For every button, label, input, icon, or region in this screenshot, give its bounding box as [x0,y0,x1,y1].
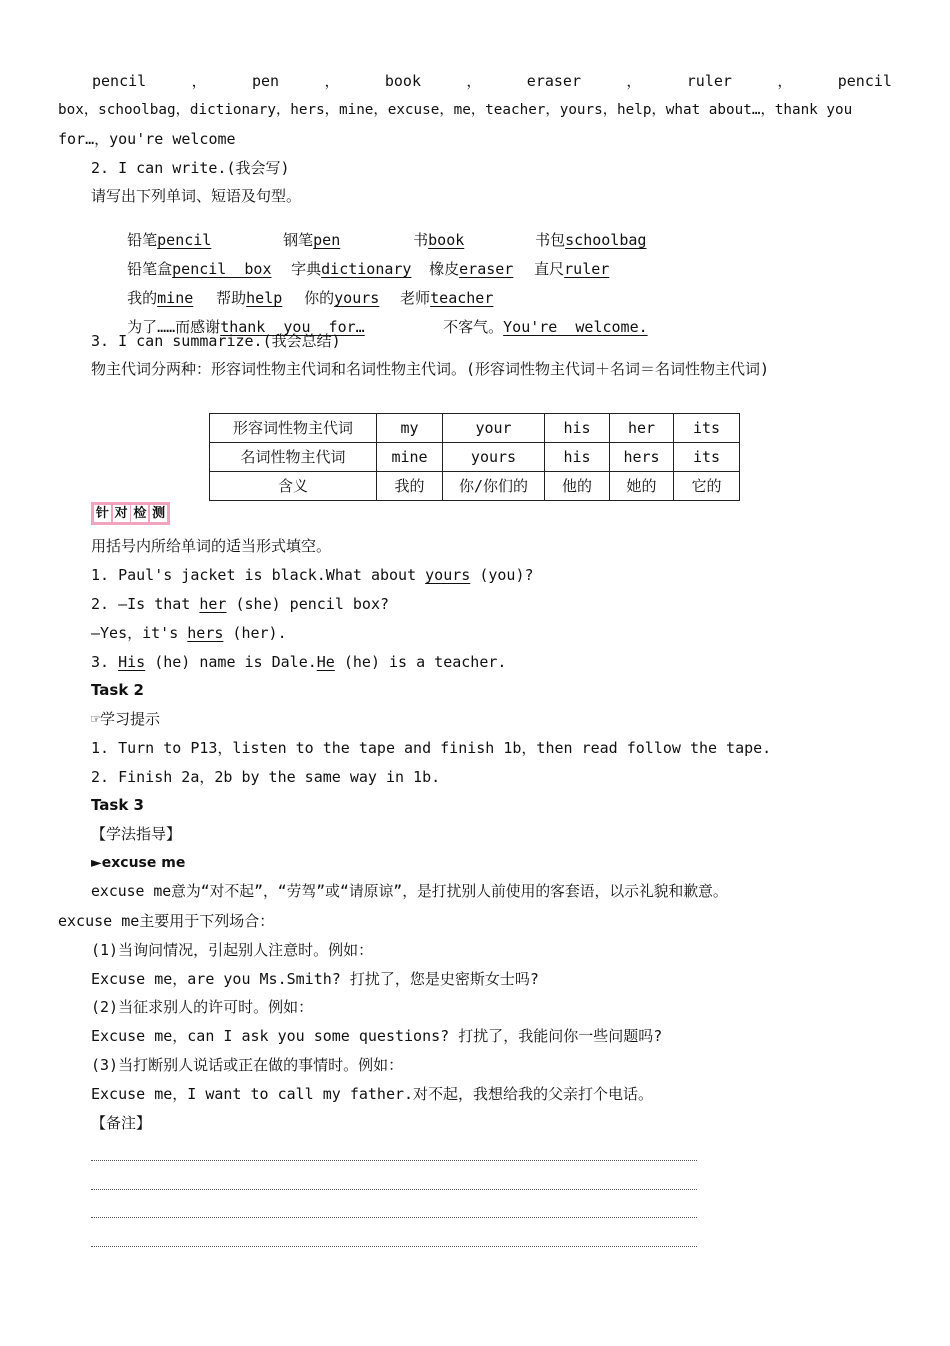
item-zh: 字典 [291,260,322,278]
item-answer: yours [334,289,380,307]
separator: ， [777,72,793,90]
item-answer: thank you for… [220,318,365,336]
item-zh: 你的 [304,289,335,307]
task2-heading: Task 2 [91,681,144,699]
vocab-line-3: for…，you're welcome [58,130,236,148]
table-cell: 形容词性物主代词 [210,414,377,443]
table-cell: hers [610,443,674,472]
item-answer: book [428,231,465,249]
item-answer: pencil box [172,260,272,278]
item-answer: pen [313,231,341,249]
table-cell: 它的 [674,472,740,501]
exercise-text: 2. —Is that [91,595,200,613]
exercise-text: 1. Paul's jacket is black.What about [91,566,426,584]
task2-item: 2. Finish 2a，2b by the same way in 1b. [91,768,441,786]
vocab-line-2: box，schoolbag，dictionary，hers，mine，excuse，me，teacher，yours，help，what about…，thank you [58,102,853,118]
vocab-word: pencil [92,72,147,90]
exercise-text: 3. [91,653,119,671]
note-line [91,1246,697,1247]
vocab-word: ruler [686,72,732,90]
note-line [91,1217,697,1218]
badge-char: 检 [133,506,147,521]
item-answer: schoolbag [565,231,647,249]
item-answer: dictionary [321,260,412,278]
exercise-text: (you)? [470,566,534,584]
table-cell: his [545,414,610,443]
separator: ， [626,72,642,90]
exercise-item [91,655,506,670]
write-heading: 2. I can write.(我会写) [91,159,290,177]
summarize-text: 物主代词分两种：形容词性物主代词和名词性物主代词。(形容词性物主代词＋名词＝名词性物主代词) [91,360,770,378]
topic-heading: ►excuse me [91,855,186,871]
table-cell: 你/你们的 [443,472,545,501]
exercise-answer: He [316,653,335,671]
table-cell: its [674,443,740,472]
exercise-instruction: 用括号内所给单词的适当形式填空。 [91,537,332,555]
item-zh: 书包 [535,231,566,249]
usage-case: (3)当打断别人说话或正在做的事情时。例如： [91,1056,404,1074]
task3-heading: Task 3 [91,796,144,814]
badge-char: 对 [114,506,128,521]
table-cell: mine [377,443,443,472]
badge-char: 测 [152,506,166,521]
exercise-item [91,626,287,641]
exercise-answer: hers [187,624,224,642]
badge-char: 针 [95,506,109,521]
method-guide-label: 【学法指导】 [91,825,182,843]
table-cell: 她的 [610,472,674,501]
exercise-text: (she) pencil box? [226,595,390,613]
item-answer: teacher [430,289,494,307]
usage-example: Excuse me，I want to call my father.对不起，我想给我的父亲打个电话。 [91,1085,654,1103]
table-cell: 名词性物主代词 [210,443,377,472]
table-cell: 他的 [545,472,610,501]
separator: ， [466,72,482,90]
summarize-heading: 3. I can summarize.(我会总结) [91,332,341,350]
table-row [210,414,740,443]
table-cell: your [443,414,545,443]
excuse-paragraph: excuse me主要用于下列场合： [58,912,275,930]
item-zh: 老师 [400,289,431,307]
item-answer: You're welcome. [503,318,648,336]
exercise-text: (her). [223,624,287,642]
separator: ， [324,72,340,90]
item-answer: pencil [157,231,212,249]
usage-case: (2)当征求别人的许可时。例如： [91,998,314,1016]
excuse-paragraph: excuse me意为“对不起”，“劳驾”或“请原谅”，是打扰别人前使用的客套语，以示礼貌和歉意。 [91,883,728,900]
item-zh: 钢笔 [283,231,314,249]
item-zh: 橡皮 [429,260,460,278]
pronoun-table [209,413,740,501]
write-item [498,247,609,292]
exercise-answer: yours [425,566,471,584]
vocab-line-1 [92,74,892,89]
separator: ， [191,72,207,90]
usage-case: (1)当询问情况，引起别人注意时。例如： [91,941,374,959]
table-cell: its [674,414,740,443]
table-row [210,443,740,472]
targeted-test-badge [91,502,170,525]
task2-item: 1. Turn to P13，listen to the tape and finish 1b，then read follow the tape. [91,739,772,757]
table-cell: 我的 [377,472,443,501]
vocab-word: book [384,72,421,90]
usage-example: Excuse me，are you Ms.Smith? 打扰了，您是史密斯女士吗? [91,970,539,988]
table-cell: yours [443,443,545,472]
vocab-word: eraser [526,72,581,90]
table-cell: 含义 [210,472,377,501]
study-tip-label: ☞学习提示 [91,710,161,728]
exercise-item [91,568,534,583]
write-item [407,305,648,350]
item-answer: ruler [564,260,610,278]
item-zh: 帮助 [216,289,247,307]
vocab-word: pencil [837,72,892,90]
note-line [91,1189,697,1190]
item-zh: 书 [413,231,429,249]
note-line [91,1160,697,1161]
exercise-answer: her [199,595,227,613]
exercise-item [91,597,389,612]
item-answer: eraser [459,260,514,278]
item-zh: 不客气。 [443,318,504,336]
write-instruction: 请写出下列单词、短语及句型。 [91,187,302,205]
item-zh: 铅笔盒 [127,260,173,278]
table-cell: her [610,414,674,443]
table-cell: his [545,443,610,472]
exercise-text: (he) is a teacher. [334,653,507,671]
item-answer: help [246,289,283,307]
item-zh: 直尺 [534,260,565,278]
vocab-word: pen [251,72,280,90]
exercise-text: (he) name is Dale. [145,653,317,671]
table-cell: my [377,414,443,443]
usage-example: Excuse me，can I ask you some questions? 打扰了，我能问你一些问题吗? [91,1027,663,1045]
table-row [210,472,740,501]
exercise-answer: His [118,653,146,671]
item-zh: 铅笔 [127,231,158,249]
item-zh: 为了……而感谢 [127,318,221,336]
item-answer: mine [157,289,194,307]
item-zh: 我的 [127,289,158,307]
exercise-text: —Yes，it's [91,624,188,642]
notes-label: 【备注】 [91,1114,152,1132]
